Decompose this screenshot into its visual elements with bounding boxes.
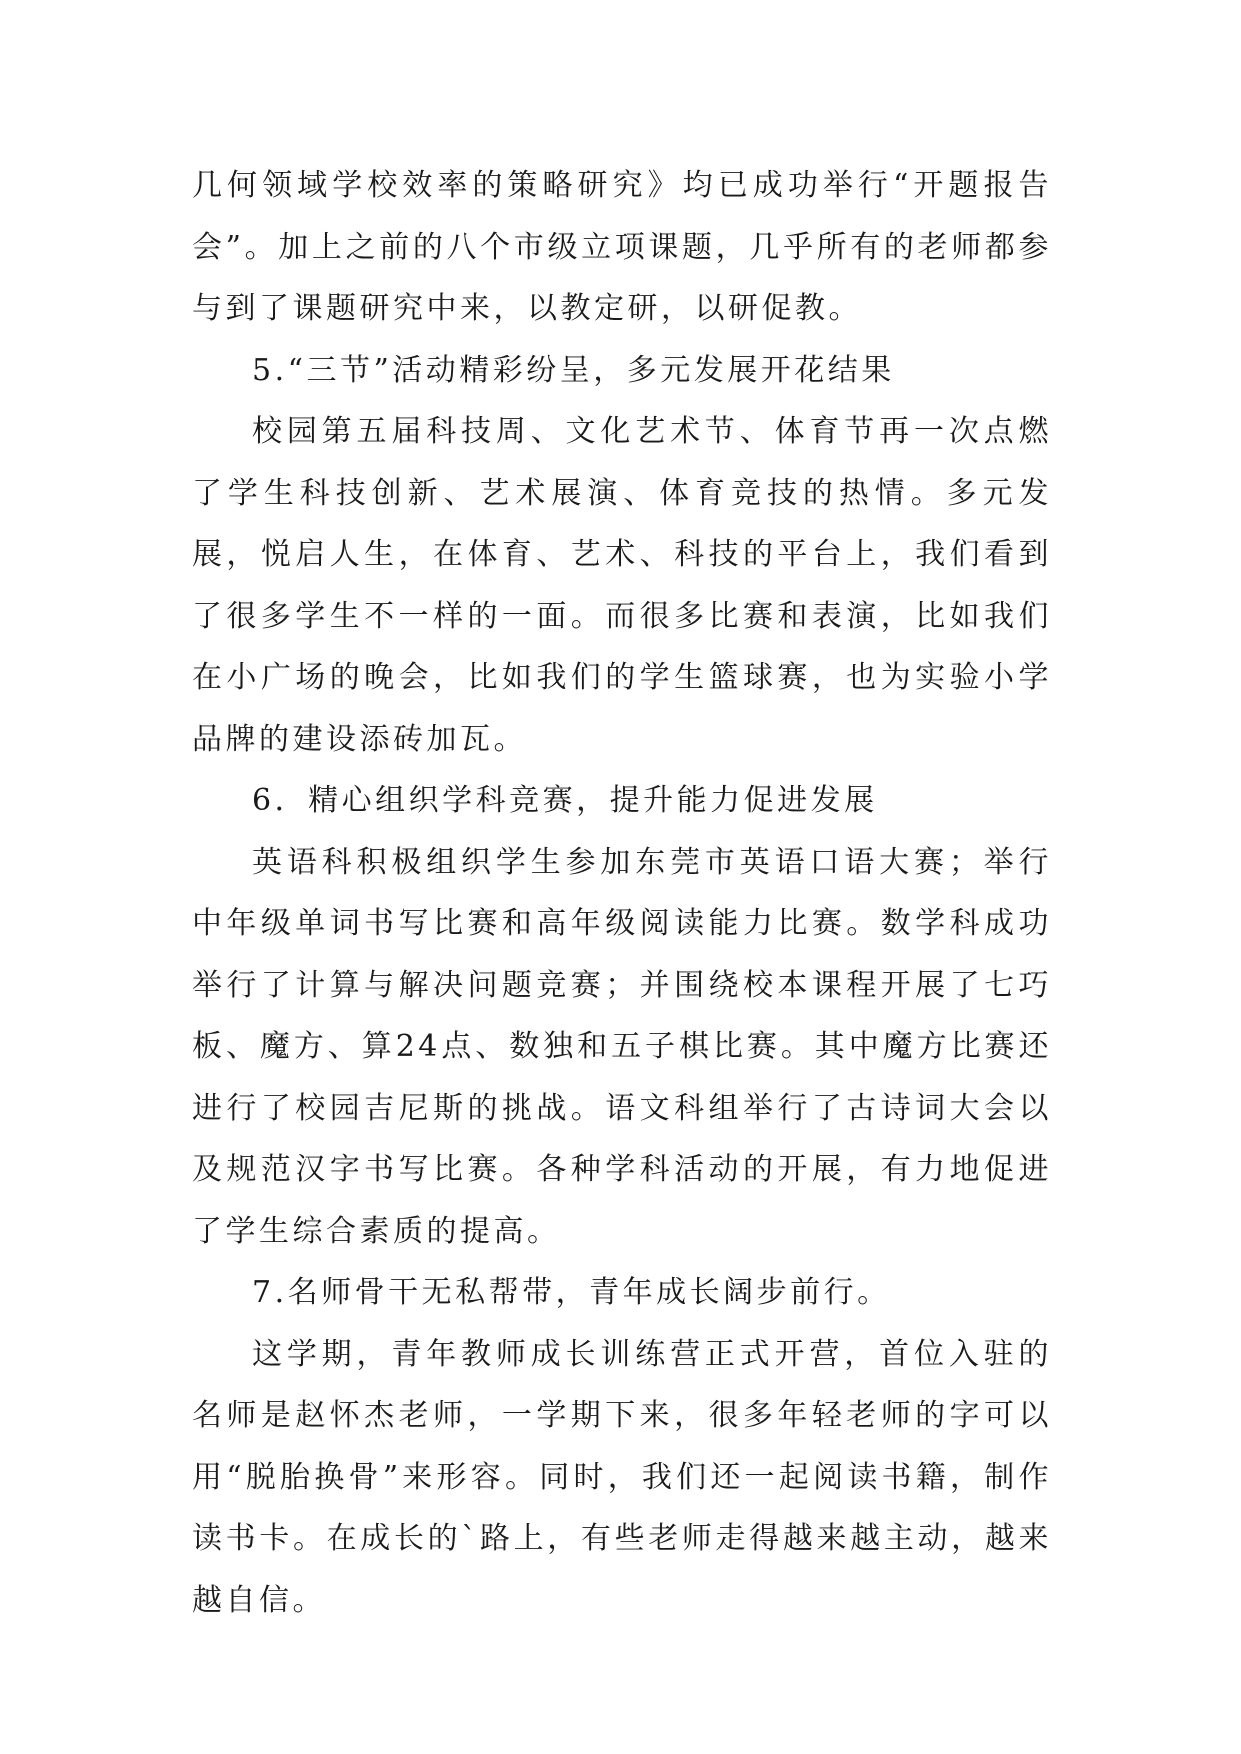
paragraph-continuation: 几何领域学校效率的策略研究》均已成功举行“开题报告会”。加上之前的八个市级立项课题，几乎所有的老师都参与到了课题研究中来，以教定研，以研促教。 <box>192 168 1052 326</box>
section-heading-7: 7.名师骨干无私帮带，青年成长阔步前行。 <box>252 1275 891 1310</box>
paragraph-festivals: 校园第五届科技周、文化艺术节、体育节再一次点燃了学生科技创新、艺术展演、体育竞技的热情。多元发展，悦启人生，在体育、艺术、科技的平台上，我们看到了很多学生不一样的一面。而很多比赛和表演，比如我们在小广场的晚会，比如我们的学生篮球赛，也为实验小学品牌的建设添砖加瓦。 <box>192 414 1052 757</box>
section-heading-6: 6．精心组织学科竞赛，提升能力促进发展 <box>252 783 878 818</box>
paragraph-mentoring: 这学期，青年教师成长训练营正式开营，首位入驻的名师是赵怀杰老师，一学期下来，很多年轻老师的字可以用“脱胎换骨”来形容。同时，我们还一起阅读书籍，制作读书卡。在成长的`路上，有些老师走得越来越主动，越来越自信。 <box>192 1336 1052 1618</box>
paragraph-competitions: 英语科积极组织学生参加东莞市英语口语大赛；举行中年级单词书写比赛和高年级阅读能力比赛。数学科成功举行了计算与解决问题竞赛；并围绕校本课程开展了七巧板、魔方、算24点、数独和五子棋比赛。其中魔方比赛还进行了校园吉尼斯的挑战。语文科组举行了古诗词大会以及规范汉字书写比赛。各种学科活动的开展，有力地促进了学生综合素质的提高。 <box>192 844 1052 1249</box>
section-heading-5: 5.“三节”活动精彩纷呈，多元发展开花结果 <box>252 352 895 388</box>
document-body <box>192 155 1052 1631</box>
